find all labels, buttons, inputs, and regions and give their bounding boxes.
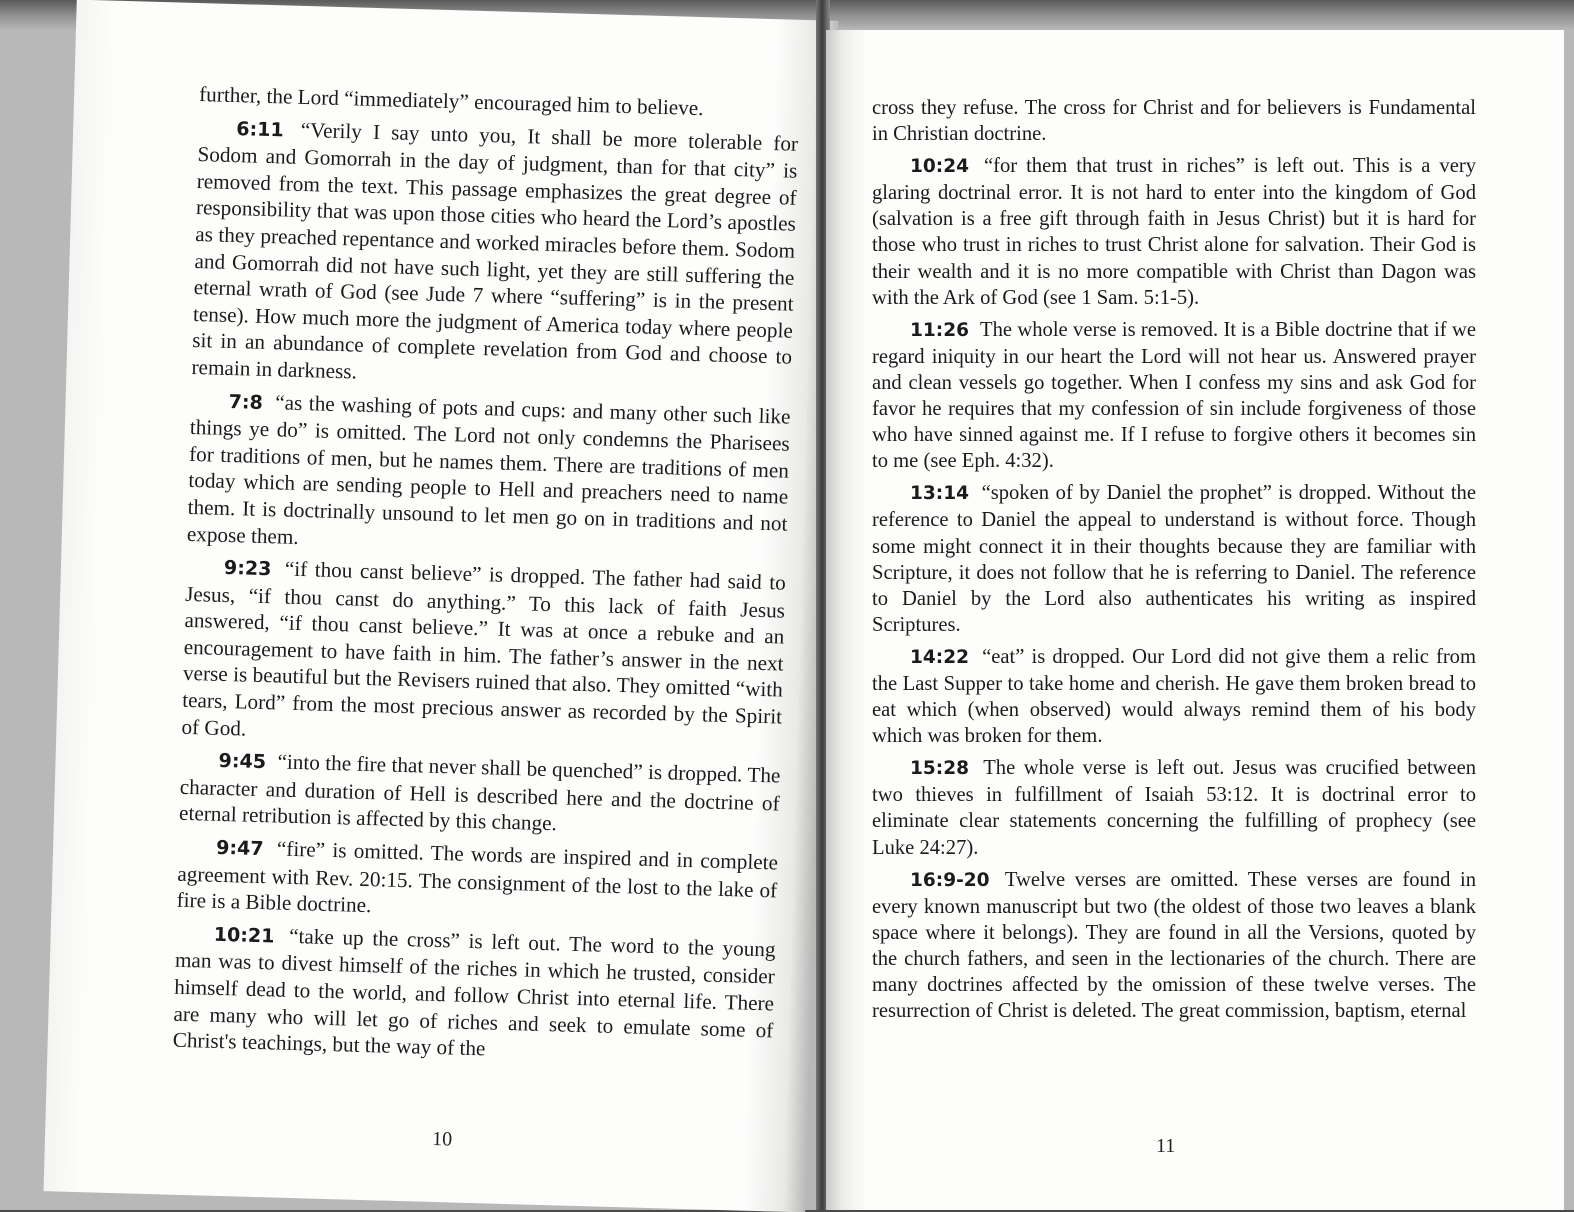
paragraph-text: further, the Lord “immediately” encouraged him to believe.	[198, 82, 704, 121]
paragraph	[872, 153, 1476, 311]
verse-reference: 15:28	[910, 758, 969, 780]
paragraph	[872, 317, 1476, 475]
paragraph	[872, 867, 1476, 1025]
paragraph-text: “as the washing of pots and cups: and many other such like things ye do” is omitted. The Lord not only condemns the Pharisees for traditions of men, but he names them. There are traditions of men today which are sending people to Hell and preachers need to name them. It is doctrinally unsound to let men go on in traditions and not expose them.	[186, 389, 791, 549]
paragraph	[179, 746, 781, 844]
verse-reference: 9:47	[215, 836, 264, 861]
paragraph-text: “if thou canst believe” is dropped. The father had said to Jesus, “if thou canst do anything.” To this lack of faith Jesus answered, “if thou canst believe.” It was at once a rebuke and an encouragement to have faith in him. The father’s answer in the next verse is beautiful but the Revisers ruined that also. They omitted “with tears, Lord” from the most precious answer as recorded by the Spirit of God.	[181, 556, 787, 741]
verse-reference: 14:22	[910, 646, 969, 668]
verse-reference: 13:14	[910, 483, 969, 505]
paragraph	[872, 644, 1476, 749]
verse-reference: 9:23	[223, 557, 272, 581]
paragraph	[872, 480, 1476, 638]
page-number: 10	[431, 1127, 453, 1151]
right-page	[826, 30, 1564, 1210]
page-number: 11	[1156, 1135, 1176, 1157]
paragraph	[187, 386, 791, 563]
paragraph-text: “Verily I say unto you, It shall be more tolerable for Sodom and Gomorrah in the day of judgment, than for that city” is removed from the text. This passage emphasizes the great degree of responsibility that was upon those cities who heard the Lord’s apostles as they preached repentance and worked miracles before them. Sodom and Gomorrah did not have such light, yet they are still suffering the eternal wrath of God (see Jude 7 where “suffering” is in the present tense). How much more the judgment of America today where people sit in an abundance of complete revelation from God and choose to remain in darkness.	[191, 117, 799, 384]
paragraph-text: cross they refuse. The cross for Christ and for believers is Fundamental in Christian doctrine.	[872, 97, 1476, 146]
verse-reference: 10:21	[213, 923, 275, 948]
paragraph-text: “eat” is dropped. Our Lord did not give them a relic from the Last Supper to take home and cherish. He gave them broken bread to eat which (when observed) would always remind them of his body which was broken for them.	[872, 645, 1476, 748]
verse-reference: 6:11	[235, 117, 285, 142]
paragraph-text: “spoken of by Daniel the prophet” is dropped. Without the reference to Daniel the appeal to understand is without force. Though some might connect it in their thoughts because they are familiar with Scripture, it does not follow that he is referring to Daniel. The reference to Daniel by the Lord also authenticates his writing as inspired Scriptures.	[872, 482, 1476, 636]
paragraph	[872, 95, 1476, 147]
verse-reference: 10:24	[910, 156, 969, 178]
paragraph	[191, 114, 798, 398]
paragraph-text: “into the fire that never shall be quenched” is dropped. The character and duration of Hell is described here and the doctrine of eternal retribution is affected by this change.	[178, 749, 781, 836]
verse-reference: 9:45	[218, 750, 267, 774]
left-page-text	[172, 81, 799, 1076]
paragraph	[872, 755, 1476, 860]
verse-reference: 16:9-20	[910, 869, 990, 891]
paragraph-text: “fire” is omitted. The words are inspired and in complete agreement with Rev. 20:15. The consignment of the lost to the lake of fire is a Bible doctrine.	[176, 836, 779, 918]
paragraph	[172, 920, 776, 1071]
paragraph-text: “for them that trust in riches” is left out. This is a very glaring doctrinal error. It is not hard to enter into the kingdom of God (salvation is a free gift through faith in Jesus Christ) but it is hard for those who trust in riches to trust Christ alone for salvation. Their God is their wealth and it is no more compatible with Christ than Dagon was with the Ark of God (see 1 Sam. 5:1-5).	[872, 155, 1476, 309]
paragraph-text: The whole verse is removed. It is a Bible doctrine that if we regard iniquity in our heart the Lord will not hear us. Answered prayer and clean vessels go together. When I confess my sins and ask God for favor he requires that my confession of sin include forgiveness of those who have sinned against me. If I refuse to forgive others it becomes sin to me (see Eph. 4:32).	[872, 318, 1476, 473]
paragraph-text: Twelve verses are omitted. These verses are found in every known manuscript but two (the oldest of those two leaves a blank space where it belongs). They are found in all the Versions, quoted by the church fathers, and seen in the lectionaries of the church. There are many doctrines affected by the omission of these twelve verses. The resurrection of Christ is deleted. The great commission, baptism, eternal	[872, 868, 1477, 1023]
paragraph	[181, 553, 786, 757]
paragraph-text: The whole verse is left out. Jesus was crucified between two thieves in fulfillment of Isaiah 53:12. It is doctrinal error to eliminate clear statements concerning the fulfilling of prophecy (see Luke 24:27).	[872, 757, 1477, 859]
verse-reference: 7:8	[228, 390, 264, 414]
paragraph	[176, 833, 778, 931]
paragraph-text: “take up the cross” is left out. The word to the young man was to divest himself of the riches in which he trusted, consider himself dead to the world, and follow Christ into eternal life. There are many who will let go of riches and seek to emulate some of Christ's teachings, but the way of the	[172, 923, 776, 1061]
left-page	[44, 0, 839, 1212]
verse-reference: 11:26	[910, 319, 969, 341]
right-page-text	[872, 95, 1476, 1030]
